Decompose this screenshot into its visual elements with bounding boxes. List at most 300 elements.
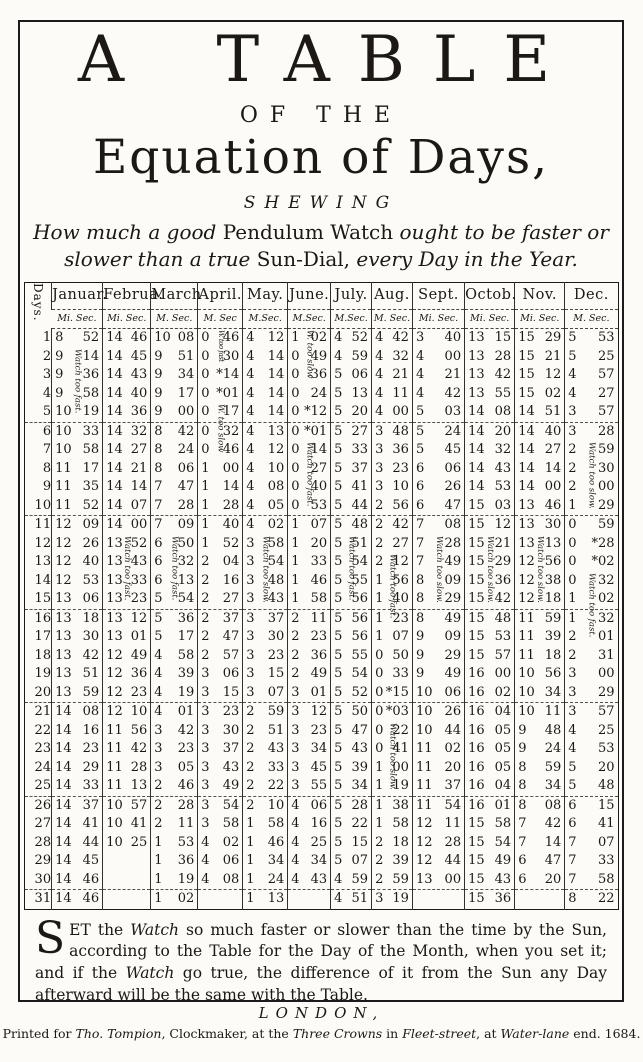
text-segment: , at bbox=[476, 1026, 501, 1041]
minutes-value: 2 bbox=[201, 629, 210, 645]
value-cell bbox=[412, 871, 464, 890]
table-body bbox=[24, 329, 618, 910]
seconds-value: 07 bbox=[130, 497, 148, 513]
value-cell bbox=[198, 647, 243, 666]
seconds-value: 59 bbox=[597, 517, 615, 533]
column-annotation: Watch too slow. bbox=[260, 535, 271, 603]
seconds-value: 34 bbox=[310, 853, 328, 869]
minutes-seconds-pair bbox=[243, 366, 287, 385]
value-cell bbox=[52, 815, 103, 834]
value-cell bbox=[565, 628, 618, 647]
seconds-value: 06 bbox=[444, 684, 462, 700]
minutes-value: 3 bbox=[201, 666, 210, 682]
seconds-value: 59 bbox=[351, 871, 369, 887]
minutes-seconds-pair bbox=[331, 535, 371, 554]
seconds-value: 29 bbox=[597, 684, 615, 700]
minutes-seconds-pair bbox=[372, 535, 412, 554]
minutes-value: 11 bbox=[55, 479, 72, 495]
minutes-value: 4 bbox=[201, 853, 210, 869]
minutes-seconds-pair bbox=[198, 497, 242, 516]
minutes-value: 1 bbox=[291, 572, 300, 588]
value-cell bbox=[103, 422, 151, 441]
seconds-value: 13 bbox=[267, 891, 285, 907]
seconds-value: 39 bbox=[392, 853, 409, 869]
unit-header: M. Sec. bbox=[151, 309, 198, 328]
seconds-value: 56 bbox=[544, 554, 562, 570]
value-cell bbox=[412, 385, 464, 404]
column-annotation: Watch too fast. bbox=[346, 535, 357, 601]
value-cell bbox=[103, 497, 151, 516]
minutes-value: 3 bbox=[201, 816, 210, 832]
minutes-seconds-pair bbox=[151, 684, 197, 703]
day-number: 28 bbox=[34, 834, 52, 850]
minutes-seconds-pair bbox=[565, 759, 617, 778]
value-cell bbox=[52, 665, 103, 684]
value-cell bbox=[515, 609, 565, 628]
minutes-value: 5 bbox=[154, 610, 163, 626]
seconds-value: 24 bbox=[310, 385, 328, 401]
minutes-seconds-pair bbox=[52, 553, 102, 572]
seconds-value: 28 bbox=[444, 535, 462, 551]
minutes-value: 1 bbox=[375, 759, 384, 775]
value-cell bbox=[243, 422, 288, 441]
value-cell bbox=[565, 834, 618, 853]
seconds-value: 38 bbox=[544, 572, 562, 588]
minutes-value: 5 bbox=[568, 778, 577, 794]
seconds-value: 02 bbox=[494, 684, 512, 700]
minutes-seconds-pair bbox=[413, 366, 464, 385]
minutes-seconds-pair bbox=[198, 852, 242, 871]
minutes-value: 13 bbox=[468, 348, 485, 364]
minutes-seconds-pair bbox=[103, 722, 150, 741]
minutes-value: 2 bbox=[154, 778, 163, 794]
table-row bbox=[24, 609, 618, 628]
seconds-value: 23 bbox=[310, 629, 328, 645]
day-number: 15 bbox=[34, 591, 52, 607]
minutes-value: 9 bbox=[154, 367, 163, 383]
seconds-value: 56 bbox=[544, 666, 562, 682]
table-row bbox=[24, 665, 618, 684]
minutes-value: 2 bbox=[291, 647, 300, 663]
seconds-value: 28 bbox=[444, 834, 462, 850]
seconds-value: 43 bbox=[267, 591, 285, 607]
seconds-value: 40 bbox=[222, 517, 240, 533]
minutes-value: 5 bbox=[334, 629, 343, 645]
minutes-seconds-pair bbox=[103, 740, 150, 759]
days-header-cell bbox=[24, 283, 52, 329]
seconds-value: 58 bbox=[310, 591, 328, 607]
minutes-value: 1 bbox=[201, 460, 210, 476]
seconds-value: 28 bbox=[494, 348, 512, 364]
value-cell bbox=[465, 834, 515, 853]
value-cell bbox=[151, 516, 198, 535]
minutes-seconds-pair bbox=[52, 759, 102, 778]
minutes-seconds-pair bbox=[151, 871, 197, 890]
value-cell bbox=[243, 796, 288, 815]
minutes-value: 0 bbox=[568, 535, 577, 551]
minutes-value: 12 bbox=[55, 535, 72, 551]
seconds-value: 11 bbox=[444, 816, 462, 832]
seconds-value: 30 bbox=[597, 460, 615, 476]
minutes-seconds-pair bbox=[243, 590, 287, 609]
minutes-value: 2 bbox=[568, 647, 577, 663]
minutes-value: 15 bbox=[468, 647, 485, 663]
value-cell bbox=[372, 609, 413, 628]
minutes-value: 5 bbox=[334, 741, 343, 757]
day-number: 9 bbox=[42, 479, 52, 495]
value-cell bbox=[515, 516, 565, 535]
minutes-value: 0 bbox=[375, 666, 384, 682]
minutes-value: 2 bbox=[246, 797, 255, 813]
seconds-value: 47 bbox=[351, 722, 369, 738]
minutes-seconds-pair bbox=[288, 628, 330, 647]
minutes-seconds-pair bbox=[331, 329, 371, 348]
seconds-value: 33 bbox=[82, 778, 100, 794]
value-cell bbox=[288, 478, 331, 497]
day-number: 25 bbox=[34, 778, 52, 794]
value-cell bbox=[515, 777, 565, 796]
minutes-value: 4 bbox=[415, 385, 425, 401]
minutes-value: 1 bbox=[154, 834, 163, 850]
title-block bbox=[20, 23, 622, 272]
seconds-value: 43 bbox=[130, 367, 148, 383]
minutes-value: 14 bbox=[55, 759, 72, 775]
value-cell bbox=[103, 553, 151, 572]
seconds-value: 41 bbox=[82, 816, 100, 832]
seconds-value: 21 bbox=[444, 367, 462, 383]
minutes-seconds-pair bbox=[331, 478, 371, 497]
minutes-value: 1 bbox=[568, 591, 577, 607]
minutes-value: 14 bbox=[55, 853, 72, 869]
seconds-value: 35 bbox=[82, 479, 100, 495]
seconds-value: 46 bbox=[310, 572, 328, 588]
value-cell bbox=[288, 777, 331, 796]
seconds-value: 08 bbox=[494, 404, 512, 420]
value-cell bbox=[243, 852, 288, 871]
minutes-seconds-pair bbox=[372, 740, 412, 759]
minutes-seconds-pair bbox=[243, 890, 287, 909]
minutes-seconds-pair bbox=[413, 628, 464, 647]
minutes-seconds-pair bbox=[288, 684, 330, 703]
minutes-seconds-pair bbox=[151, 553, 197, 572]
imprint-city: LONDON, bbox=[258, 1004, 385, 1022]
value-cell bbox=[198, 535, 243, 554]
value-cell bbox=[288, 871, 331, 890]
seconds-value: 54 bbox=[351, 666, 369, 682]
minutes-value: 8 bbox=[518, 797, 527, 813]
value-cell bbox=[331, 759, 372, 778]
minutes-seconds-pair bbox=[515, 703, 564, 722]
minutes-value: 2 bbox=[291, 629, 300, 645]
value-cell bbox=[52, 703, 103, 722]
seconds-value: 51 bbox=[351, 891, 369, 907]
main-title: A TABLE bbox=[77, 23, 579, 97]
seconds-value: 36 bbox=[494, 572, 512, 588]
minutes-value: 13 bbox=[518, 535, 535, 551]
minutes-seconds-pair bbox=[413, 797, 464, 816]
minutes-value: 5 bbox=[334, 591, 343, 607]
value-cell bbox=[331, 590, 372, 609]
minutes-seconds-pair bbox=[565, 815, 617, 834]
seconds-value: 26 bbox=[444, 704, 462, 720]
table-row bbox=[24, 403, 618, 422]
text-segment: slower than a true bbox=[64, 246, 257, 271]
value-cell bbox=[288, 628, 331, 647]
seconds-value: 59 bbox=[267, 704, 285, 720]
minutes-seconds-pair bbox=[288, 777, 330, 796]
seconds-value: 00 bbox=[544, 479, 562, 495]
column-annotation: W. too slow bbox=[215, 404, 226, 453]
seconds-value: 23 bbox=[267, 647, 285, 663]
minutes-seconds-pair bbox=[565, 871, 617, 890]
minutes-value: 1 bbox=[291, 330, 300, 346]
value-cell bbox=[372, 478, 413, 497]
minutes-seconds-pair bbox=[151, 722, 197, 741]
minutes-value: 0 bbox=[201, 442, 210, 458]
seconds-value: 15 bbox=[494, 330, 512, 346]
value-cell bbox=[372, 796, 413, 815]
value-cell bbox=[465, 403, 515, 422]
minutes-seconds-pair bbox=[372, 497, 412, 516]
minutes-seconds-pair bbox=[465, 815, 514, 834]
value-cell bbox=[331, 385, 372, 404]
seconds-value: 19 bbox=[177, 871, 195, 887]
value-cell bbox=[151, 497, 198, 516]
value-cell bbox=[198, 740, 243, 759]
minutes-seconds-pair bbox=[565, 497, 617, 516]
minutes-seconds-pair bbox=[331, 722, 371, 741]
minutes-seconds-pair bbox=[288, 348, 330, 367]
minutes-value: 3 bbox=[375, 479, 384, 495]
minutes-seconds-pair bbox=[465, 722, 514, 741]
minutes-seconds-pair bbox=[103, 441, 150, 460]
value-cell bbox=[515, 348, 565, 367]
seconds-value: 14 bbox=[222, 479, 240, 495]
minutes-seconds-pair bbox=[465, 516, 514, 535]
minutes-value: 1 bbox=[291, 517, 300, 533]
minutes-value: 12 bbox=[106, 704, 123, 720]
minutes-value: 4 bbox=[415, 367, 425, 383]
minutes-seconds-pair bbox=[413, 722, 464, 741]
minutes-value: 3 bbox=[201, 778, 210, 794]
value-cell bbox=[243, 553, 288, 572]
value-cell bbox=[412, 740, 464, 759]
seconds-value: 10 bbox=[392, 479, 409, 495]
minutes-value: 4 bbox=[246, 367, 255, 383]
seconds-value: 54 bbox=[494, 834, 512, 850]
minutes-value: 0 bbox=[291, 385, 300, 401]
minutes-seconds-pair bbox=[515, 852, 564, 871]
value-cell bbox=[52, 497, 103, 516]
value-cell bbox=[243, 684, 288, 703]
value-cell bbox=[103, 740, 151, 759]
minutes-seconds-pair bbox=[515, 797, 564, 816]
seconds-value: 22 bbox=[392, 722, 409, 738]
minutes-seconds-pair bbox=[52, 497, 102, 516]
minutes-value: 0 bbox=[568, 554, 577, 570]
minutes-value: 7 bbox=[518, 816, 527, 832]
minutes-value: 3 bbox=[201, 684, 210, 700]
minutes-value: 0 bbox=[375, 684, 384, 700]
minutes-seconds-pair bbox=[151, 852, 197, 871]
seconds-value: 23 bbox=[222, 704, 240, 720]
value-cell bbox=[103, 516, 151, 535]
minutes-seconds-pair bbox=[243, 329, 287, 348]
table-row bbox=[24, 497, 618, 516]
seconds-value: 13 bbox=[351, 385, 369, 401]
seconds-value: 49 bbox=[444, 554, 462, 570]
day-number: 27 bbox=[34, 816, 52, 832]
value-cell bbox=[412, 834, 464, 853]
seconds-value: 30 bbox=[267, 629, 285, 645]
value-cell bbox=[243, 441, 288, 460]
minutes-value: 11 bbox=[415, 759, 433, 775]
seconds-value: 34 bbox=[267, 853, 285, 869]
value-cell bbox=[198, 609, 243, 628]
title-shewing: SHEWING bbox=[243, 193, 399, 214]
seconds-value: 14 bbox=[130, 479, 148, 495]
seconds-value: 56 bbox=[351, 591, 369, 607]
minutes-seconds-pair bbox=[103, 797, 150, 816]
unit-header: M.Sec. bbox=[288, 309, 331, 328]
minutes-value: 3 bbox=[154, 722, 163, 738]
seconds-value: 43 bbox=[267, 741, 285, 757]
minutes-value: 2 bbox=[568, 479, 577, 495]
minutes-seconds-pair bbox=[331, 852, 371, 871]
minutes-seconds-pair bbox=[372, 871, 412, 890]
seconds-value: 48 bbox=[494, 610, 512, 626]
seconds-value: 33 bbox=[351, 442, 369, 458]
seconds-value: 30 bbox=[222, 348, 240, 364]
minutes-value: 1 bbox=[291, 535, 300, 551]
seconds-value: 00 bbox=[392, 404, 409, 420]
minutes-value: 1 bbox=[375, 572, 384, 588]
seconds-value: 15 bbox=[222, 684, 240, 700]
text-segment: go true, the difference of it from the Sun any Day afterward will be the same with the Table. bbox=[35, 963, 608, 1004]
minutes-seconds-pair bbox=[413, 740, 464, 759]
seconds-value: 40 bbox=[444, 330, 462, 346]
minutes-seconds-pair bbox=[372, 628, 412, 647]
minutes-value: 14 bbox=[55, 722, 72, 738]
seconds-value: 53 bbox=[82, 572, 100, 588]
seconds-value: 46 bbox=[222, 442, 240, 458]
unit-header: M. Sec. bbox=[565, 309, 618, 328]
minutes-value: 7 bbox=[154, 517, 163, 533]
value-cell bbox=[331, 478, 372, 497]
minutes-seconds-pair bbox=[52, 329, 102, 348]
value-cell bbox=[198, 722, 243, 741]
seconds-value: 58 bbox=[222, 816, 240, 832]
minutes-value: 1 bbox=[246, 816, 255, 832]
value-cell bbox=[372, 403, 413, 422]
seconds-value: 57 bbox=[494, 647, 512, 663]
seconds-value: 47 bbox=[544, 853, 562, 869]
minutes-seconds-pair bbox=[151, 516, 197, 535]
seconds-value: 09 bbox=[82, 517, 100, 533]
text-segment: Tho. Tompion bbox=[75, 1026, 162, 1041]
minutes-seconds-pair bbox=[515, 441, 564, 460]
month-header: Nov. bbox=[515, 283, 565, 310]
seconds-value: 17 bbox=[177, 629, 195, 645]
seconds-value: 27 bbox=[392, 535, 409, 551]
value-cell bbox=[515, 329, 565, 348]
seconds-value: 48 bbox=[544, 722, 562, 738]
minutes-seconds-pair bbox=[465, 777, 514, 796]
seconds-value: 18 bbox=[544, 591, 562, 607]
minutes-seconds-pair bbox=[151, 423, 197, 442]
value-cell bbox=[331, 852, 372, 871]
minutes-seconds-pair bbox=[372, 797, 412, 816]
minutes-value: 5 bbox=[334, 404, 343, 420]
minutes-seconds-pair bbox=[372, 553, 412, 572]
minutes-value: 2 bbox=[375, 497, 384, 513]
minutes-value: 5 bbox=[334, 684, 343, 700]
days-column-label: Days. bbox=[30, 283, 45, 322]
minutes-seconds-pair bbox=[515, 815, 564, 834]
value-cell bbox=[515, 722, 565, 741]
value-cell bbox=[515, 366, 565, 385]
minutes-value: 3 bbox=[375, 891, 384, 907]
value-cell bbox=[243, 647, 288, 666]
minutes-seconds-pair bbox=[331, 740, 371, 759]
seconds-value: 54 bbox=[267, 554, 285, 570]
value-cell bbox=[288, 665, 331, 684]
minutes-seconds-pair bbox=[243, 610, 287, 629]
minutes-seconds-pair bbox=[413, 535, 464, 554]
seconds-value: 47 bbox=[177, 479, 195, 495]
value-cell bbox=[198, 777, 243, 796]
minutes-seconds-pair bbox=[413, 590, 464, 609]
minutes-value: 14 bbox=[518, 423, 535, 439]
minutes-seconds-pair bbox=[413, 647, 464, 666]
seconds-value: 00 bbox=[494, 666, 512, 682]
value-cell bbox=[412, 609, 464, 628]
value-cell bbox=[198, 516, 243, 535]
minutes-value: 7 bbox=[568, 853, 577, 869]
minutes-value: 2 bbox=[568, 629, 577, 645]
seconds-value: 32 bbox=[222, 423, 240, 439]
column-annotation: Watch too slow. bbox=[387, 722, 398, 790]
table-row bbox=[24, 460, 618, 479]
seconds-value: 49 bbox=[130, 647, 148, 663]
instruction-text bbox=[35, 912, 608, 1004]
minutes-seconds-pair bbox=[565, 722, 617, 741]
minutes-value: 11 bbox=[518, 610, 535, 626]
seconds-value: 01 bbox=[494, 797, 512, 813]
minutes-seconds-pair bbox=[103, 684, 150, 703]
minutes-seconds-pair bbox=[103, 423, 150, 442]
value-cell bbox=[412, 684, 464, 703]
minutes-value: 3 bbox=[246, 554, 255, 570]
minutes-seconds-pair bbox=[515, 478, 564, 497]
minutes-value: 4 bbox=[246, 423, 255, 439]
day-number: 12 bbox=[34, 535, 52, 551]
minutes-seconds-pair bbox=[243, 852, 287, 871]
table-row bbox=[24, 852, 618, 871]
minutes-seconds-pair bbox=[515, 684, 564, 703]
minutes-value: 7 bbox=[568, 871, 577, 887]
value-cell bbox=[198, 852, 243, 871]
minutes-value: 5 bbox=[334, 460, 343, 476]
value-cell bbox=[565, 759, 618, 778]
seconds-value: 19 bbox=[82, 404, 100, 420]
minutes-value: 2 bbox=[246, 759, 255, 775]
seconds-value: 33 bbox=[392, 666, 409, 682]
month-header: Sept. bbox=[412, 283, 464, 310]
seconds-value: 12 bbox=[267, 330, 285, 346]
minutes-seconds-pair bbox=[103, 535, 150, 554]
minutes-value: 15 bbox=[518, 385, 535, 401]
